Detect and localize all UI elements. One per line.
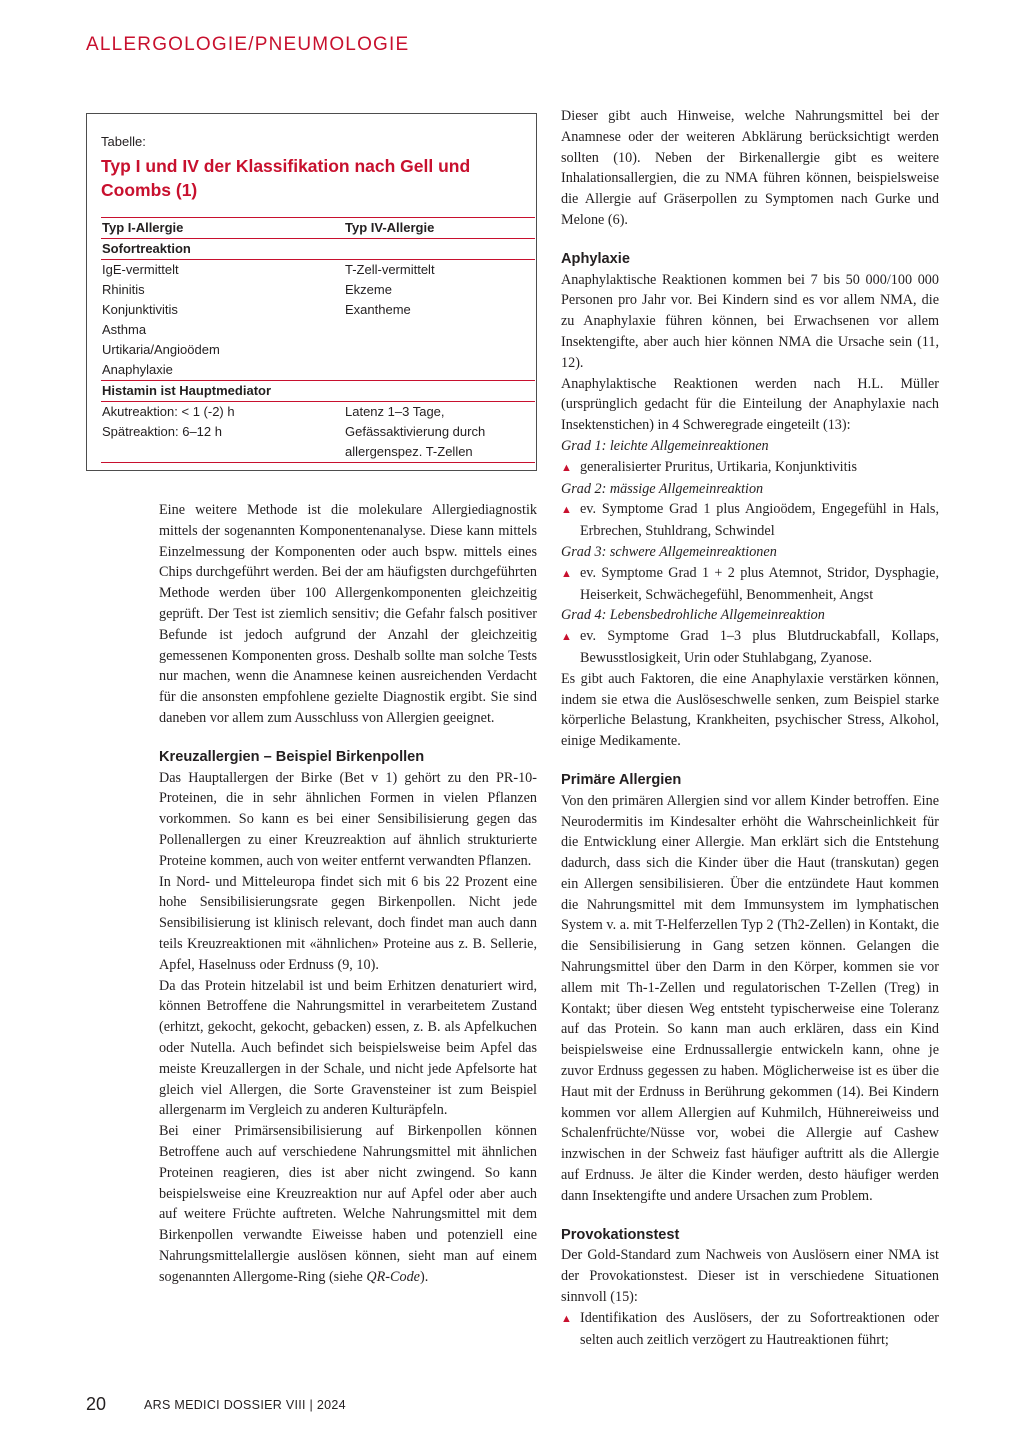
grade-3-bullet: ▲ ev. Symptome Grad 1 + 2 plus Atemnot, Stridor, Dysphagie, Heiserkeit, Schwächegefühl, Benommenheit, Angst xyxy=(561,564,939,603)
heading-primary-allergies: Primäre Allergien xyxy=(561,771,682,788)
page-number: 20 xyxy=(86,1394,107,1414)
publication-name: ARS MEDICI DOSSIER VIII | 2024 xyxy=(144,1398,346,1412)
classification-table xyxy=(101,217,535,463)
grade-1-label: Grad 1: leichte Allgemeinreaktionen xyxy=(561,437,769,454)
paragraph-sensitization-rate: In Nord- und Mitteleuropa findet sich mit 6 bis 22 Prozent eine hohe Sensibilisierungsrate gegen Birkenpollen. Nicht jede Sensibilisierung ist klinisch relevant, doch findet man auch dann teils Kreuzreaktionen mit «ähnlichen» Proteine aus z. B. Sellerie, Apfel, Haselnuss oder Erdnuss (9, 10). xyxy=(159,873,537,973)
table-row xyxy=(101,260,535,281)
table-row xyxy=(101,422,535,442)
qr-code-reference: QR-Code xyxy=(366,1268,420,1285)
heading-provocation-test: Provokationstest xyxy=(561,1226,680,1243)
type-i-cell: Asthma xyxy=(102,322,147,337)
table-row xyxy=(101,218,535,239)
type-i-cell: Rhinitis xyxy=(102,282,145,297)
type-i-cell: Spätreaktion: 6–12 h xyxy=(102,424,222,439)
paragraph-provocation-test: Der Gold-Standard zum Nachweis von Auslösern einer NMA ist der Provokationstest. Dieser ist in verschiedene Situationen sinnvoll (15): xyxy=(561,1247,939,1306)
gell-coombs-table-box xyxy=(86,113,537,471)
table-row xyxy=(101,381,535,402)
type-iv-cell xyxy=(332,239,535,260)
grade-2-label: Grad 2: mässige Allgemeinreaktion xyxy=(561,480,764,497)
paragraph-primary-allergies: Von den primären Allergien sind vor allem Kinder betroffen. Eine Neurodermitis im Kindesalter erhöht die Wahrscheinlichkeit für die Entwicklung einer Allergie. Man erklärt sich die Entstehung dadurch, dass sich die Kinder über die Haut (transkutan) gegen ein Allergen sensibilisieren. Über die entzündete Haut kommen die Nahrungsmittel mit dem Immunsystem im lymphatischen System v. a. mit T-Helferzellen Typ 2 (Th2-Zellen) in Kontakt, die die Sensibilisierung in Gang setzen können. Gelangen die Nahrungsmittel über den Darm in den Körper, kommen sie vor allem mit Th-1-Zellen und regulatorischen T-Zellen (Treg) in Kontakt; über diesen Weg entsteht typischerweise eine Toleranz auf das Protein. So kann man auch erklären, dass ein Kind beispielsweise eine Erdnussallergie entwickeln kann, ohne je zuvor Erdnuss gegessen zu haben. Möglicherweise ist es über die Haut mit der Erdnuss in Berührung gekommen (14). Bei Kindern kommen vor allem Allergien auf Kuhmilch, Hühnereiweiss und Schalenfrüchte/Nüsse vor, wobei die Allergie auf Cashew inzwischen in der Schweiz fast häufiger auftritt als die Allergie auf Erdnuss. Je älter die Kinder werden, desto häufiger werden dann Insektengifte und andere Ursachen zum Problem. xyxy=(561,792,939,1204)
section-header: ALLERGOLOGIE/PNEUMOLOGIE xyxy=(86,34,410,55)
table-row xyxy=(101,402,535,423)
grade-2-bullet: ▲ ev. Symptome Grad 1 plus Angioödem, Engegefühl in Hals, Erbrechen, Stuhldrang, Schwindel xyxy=(561,501,939,540)
table-title: Typ I und IV der Klassifikation nach Gell und Coombs (1) xyxy=(101,156,471,200)
type-iv-cell xyxy=(332,360,535,381)
type-i-cell: Sofortreaktion xyxy=(102,241,191,256)
grade-4-label: Grad 4: Lebensbedrohliche Allgemeinreaktion xyxy=(561,607,825,624)
type-iv-cell xyxy=(332,340,535,360)
type-iv-cell: T-Zell-vermittelt xyxy=(332,260,535,281)
type-iv-cell: allergenspez. T-Zellen xyxy=(332,442,535,463)
type-iv-cell: Typ IV-Allergie xyxy=(332,218,535,239)
table-row xyxy=(101,442,535,463)
grade-1-bullet: ▲ generalisierter Pruritus, Urtikaria, Konjunktivitis xyxy=(561,457,939,479)
type-iv-cell xyxy=(332,320,535,340)
table-row xyxy=(101,340,535,360)
type-iv-cell: Exantheme xyxy=(345,302,411,317)
type-iv-cell: Ekzeme xyxy=(345,282,392,297)
table-row xyxy=(101,280,535,300)
type-i-cell: IgE-vermittelt xyxy=(101,260,332,281)
heading-aphylaxie: Aphylaxie xyxy=(561,250,630,267)
table-row xyxy=(101,239,535,260)
heading-cross-allergies: Kreuzallergien – Beispiel Birkenpollen xyxy=(159,748,425,765)
table-row xyxy=(101,360,535,381)
triangle-bullet-icon: ▲ xyxy=(561,461,572,474)
type-i-cell: Konjunktivitis xyxy=(102,302,178,317)
triangle-bullet-icon: ▲ xyxy=(561,631,572,644)
type-i-cell: Akutreaktion: < 1 (-2) h xyxy=(101,402,332,423)
table-caption: Tabelle: xyxy=(101,134,146,149)
triangle-bullet-icon: ▲ xyxy=(561,504,572,517)
paragraph-primary-sensitization: Bei einer Primärsensibilisierung auf Birkenpollen können Betroffene auch auf verschiedene Nahrungsmittel mit ähnlichen Proteinen reagieren, dies ist aber nicht zwingend. So kann beispielsweise eine Kreuzreaktion nur auf Apfel oder aber auch auf weitere Früchte auftreten. Welche Nahrungsmittel mit dem Birkenpollen verwandte Eiweisse haben und potenziell eine Nahrungsmittelallergie auslösen können, sieht man auf einem sogenannten Allergome-Ring (siehe QR-Code). xyxy=(159,1123,537,1285)
type-iv-cell: Latenz 1–3 Tage, xyxy=(332,402,535,423)
paragraph-birch-allergen: Das Hauptallergen der Birke (Bet v 1) gehört zu den PR-10-Proteinen, die in sehr ähnlichen Formen in vielen Pflanzen vorkommen. So kann es bei einer Sensibilisierung gegen das Pollenallergen zu einer Kreuzreaktion auf ähnlich strukturierte Proteine kommen, auch von weiter entfernt verwandten Pflanzen. xyxy=(159,769,537,869)
triangle-bullet-icon: ▲ xyxy=(561,567,572,580)
type-i-cell xyxy=(101,442,332,463)
table-row xyxy=(101,320,535,340)
paragraph-molecular-diagnostics: Eine weitere Methode ist die molekulare Allergiediagnostik mittels der sogenannten Komponentenanalyse. Diese kann mittels Einzelmessung der Komponenten oder auch bspw. mittels eines Chips durchgeführt werden. Bei der am häufigsten durchgeführten Methode werden über 100 Allergenkomponenten gleichzeitig geprüft. Der Test ist ziemlich sensitiv; die Gefahr falsch positiver Befunde ist jedoch aufgrund der Anzahl der gleichzeitig gemessenen Komponenten gross. Deshalb sollte man solche Tests nur machen, wenn die Anamnese keinen ausreichenden Verdacht für die ansonsten empfohlene gezielte Diagnostik ergibt. Sie sind daneben vor allem zum Ausschluss von Allergien geeignet. xyxy=(159,502,537,726)
type-i-cell: Anaphylaxie xyxy=(102,362,173,377)
table-row xyxy=(101,300,535,320)
provocation-bullet: ▲ Identifikation des Auslösers, der zu Sofortreaktionen oder selten auch zeitlich verzögert zu Hautreaktionen führt; xyxy=(561,1309,939,1348)
type-iv-cell: Gefässaktivierung durch xyxy=(345,424,486,439)
paragraph-allergome-hints: Dieser gibt auch Hinweise, welche Nahrungsmittel bei der Anamnese oder der weiteren Abklärung berücksichtigt werden sollten (10). Neben der Birkenallergie gibt es weitere Inhalationsallergien, die zu NMA führen können, beispielsweise die Allergie auf Gräserpollen zu Symptomen nach Gurke und Melone (6). xyxy=(561,108,939,228)
type-i-cell: Typ I-Allergie xyxy=(101,218,332,239)
paragraph-severity-grades: Anaphylaktische Reaktionen werden nach H.L. Müller (ursprünglich gedacht für die Einteilung der Anaphylaxie nach Insektenstichen) in 4 Schweregrade eingeteilt (13): xyxy=(561,375,939,434)
paragraph-anaphylaxis-incidence: Anaphylaktische Reaktionen kommen bei 7 bis 50 000/100 000 Personen pro Jahr vor. Bei Kindern sind es vor allem NMA, die zu Anaphylaxie führen können, bei Erwachsenen vor allem Insektengifte, aber auch hier können NMA die Ursache sein (11, 12). xyxy=(561,271,939,371)
grade-3-label: Grad 3: schwere Allgemeinreaktionen xyxy=(561,543,777,560)
right-column xyxy=(561,106,939,1350)
left-column xyxy=(159,500,537,1287)
type-i-cell: Urtikaria/Angioödem xyxy=(102,342,220,357)
grade-4-bullet: ▲ ev. Symptome Grad 1–3 plus Blutdruckabfall, Kollaps, Bewusstlosigkeit, Urin oder Stuhlabgang, Zyanose. xyxy=(561,628,939,666)
triangle-bullet-icon: ▲ xyxy=(561,1312,572,1325)
page-footer xyxy=(86,1394,346,1415)
paragraph-amplifying-factors: Es gibt auch Faktoren, die eine Anaphylaxie verstärken können, indem sie etwa die Auslöseschwelle senken, zum Beispiel starke körperliche Belastung, Krankheiten, psychischer Stress, Alkohol, einige Medikamente. xyxy=(561,670,939,750)
type-iv-cell xyxy=(332,381,535,402)
type-i-cell: Histamin ist Hauptmediator xyxy=(101,381,332,402)
paragraph-heat-labile: Da das Protein hitzelabil ist und beim Erhitzen denaturiert wird, können Betroffene die Nahrungsmittel in verarbeitetem Zustand (erhitzt, gekocht, gekocht, gebacken) essen, z. B. als Apfelkuchen oder Nutella. Auch befindet sich beispielsweise beim Apfel das meiste Kreuzallergen in der Schale, und nicht jede Apfelsorte hat gleich viel Allergen, die Sorte Gravensteiner ist zum Beispiel allergenarm im Vergleich zu anderen Kulturäpfeln. xyxy=(159,977,537,1119)
